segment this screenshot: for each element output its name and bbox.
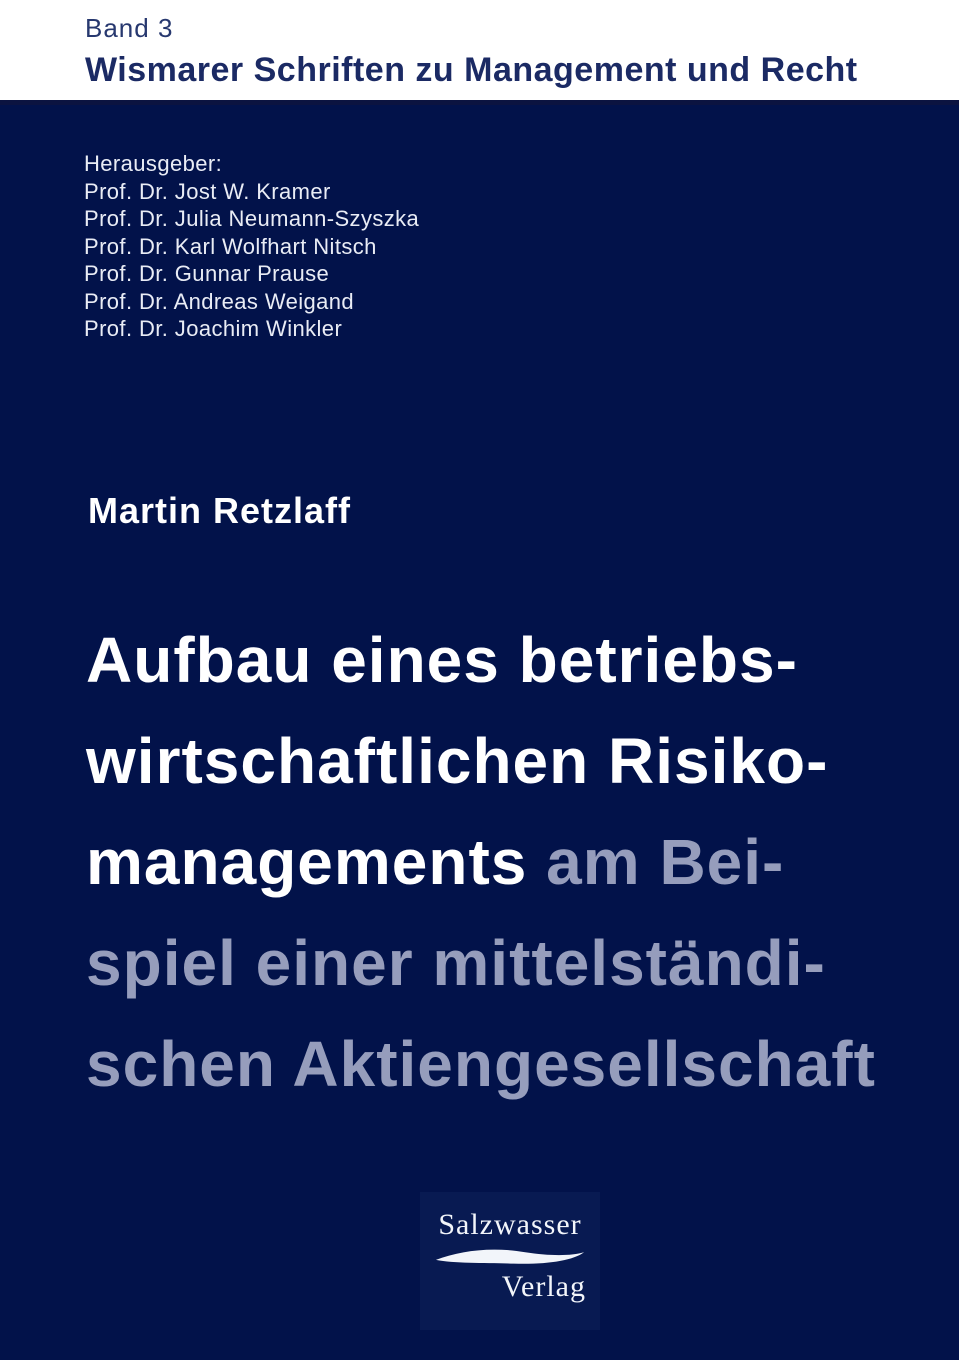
editor-name: Prof. Dr. Jost W. Kramer [84, 178, 331, 204]
title-line [86, 1014, 946, 1115]
title-segment: schen Aktiengesellschaft [86, 1028, 876, 1100]
title-segment: Aufbau eines betriebs- [86, 624, 798, 696]
title-segment: managements [86, 826, 547, 898]
series-header-band [0, 0, 959, 105]
wave-swoosh-icon [434, 1245, 586, 1269]
title-segment: am Bei- [546, 826, 785, 898]
series-title: Wismarer Schriften zu Management und Recht [85, 51, 858, 89]
author-name: Martin Retzlaff [88, 490, 352, 531]
title-segment: spiel einer mittelständi- [86, 927, 826, 999]
editors-block [84, 150, 419, 343]
editors-heading: Herausgeber: [84, 151, 223, 176]
title-segment: wirtschaftlichen Risiko- [86, 725, 829, 797]
editor-name: Prof. Dr. Julia Neumann-Szyszka [84, 206, 420, 231]
title-line [86, 812, 946, 913]
editor-name: Prof. Dr. Gunnar Prause [84, 261, 330, 286]
editor-name: Prof. Dr. Joachim Winkler [84, 316, 343, 341]
publisher-name: Salzwasser [438, 1208, 582, 1241]
title-line [86, 711, 946, 812]
editor-name: Prof. Dr. Andreas Weigand [84, 288, 355, 314]
publisher-logo [420, 1192, 600, 1330]
editor-name: Prof. Dr. Karl Wolfhart Nitsch [84, 233, 377, 259]
editors-list [84, 178, 419, 343]
publisher-type: Verlag [501, 1270, 586, 1303]
series-band-number: Band 3 [85, 13, 174, 43]
book-title [86, 610, 946, 1115]
title-line [86, 610, 946, 711]
title-line [86, 913, 946, 1014]
